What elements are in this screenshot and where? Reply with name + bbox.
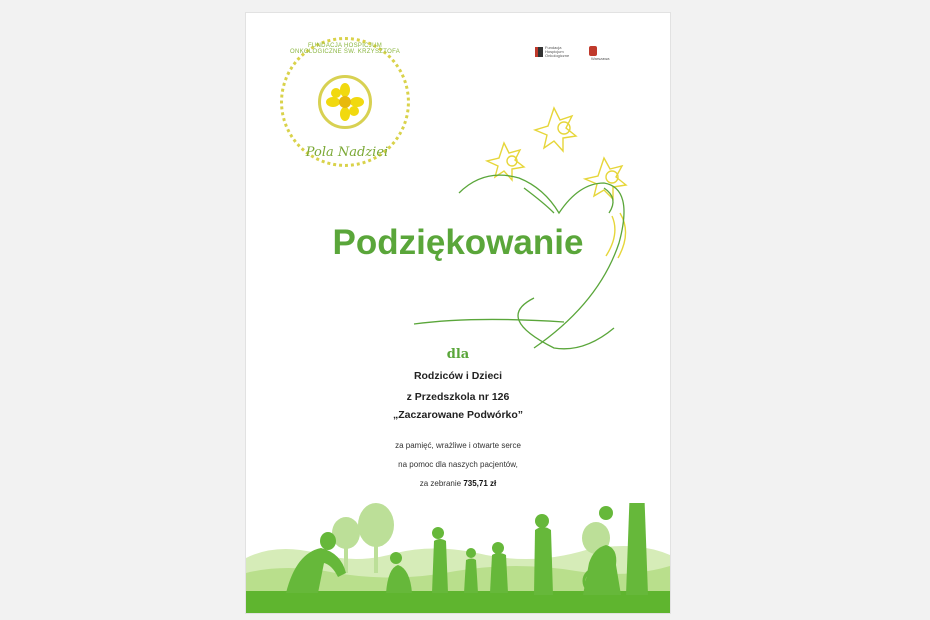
dla-label: dla <box>446 347 470 362</box>
partner-logo-2 <box>589 46 619 60</box>
thanks-line-1: za pamięć, wrażliwe i otwarte serce <box>395 441 521 450</box>
partner-2-text: Warszawa <box>591 55 610 61</box>
thanks-line-2: na pomoc dla naszych pacjentów, <box>398 460 518 469</box>
thanks-line-3-prefix: za zebranie <box>419 479 464 488</box>
page-title: Podziękowanie <box>332 223 584 262</box>
donation-amount: 735,71 zł <box>463 479 497 488</box>
partner-1-mark <box>535 47 543 57</box>
partner-1-text: Fundacja Hospicjum Onkologiczne <box>545 45 570 58</box>
thanks-line-3 <box>246 479 670 488</box>
logo-script-text: Pola Nadziei <box>305 145 389 160</box>
recipient-line-1: Rodziców i Dzieci <box>413 370 503 382</box>
recipient-line-2: z Przedszkola nr 126 <box>406 391 510 403</box>
recipient-line-3: „Zaczarowane Podwórko” <box>392 409 524 421</box>
children-meadow-illustration <box>246 503 670 613</box>
partner-2-mark <box>589 46 597 56</box>
daffodil-icon <box>325 82 365 122</box>
foundation-logo <box>280 37 410 167</box>
logo-top-text: FUNDACJA HOSPICJUM ONKOLOGICZNE ŚW. KRZYSZTOFA <box>290 43 401 55</box>
partner-logo-1 <box>535 46 573 60</box>
certificate-page <box>246 13 670 613</box>
